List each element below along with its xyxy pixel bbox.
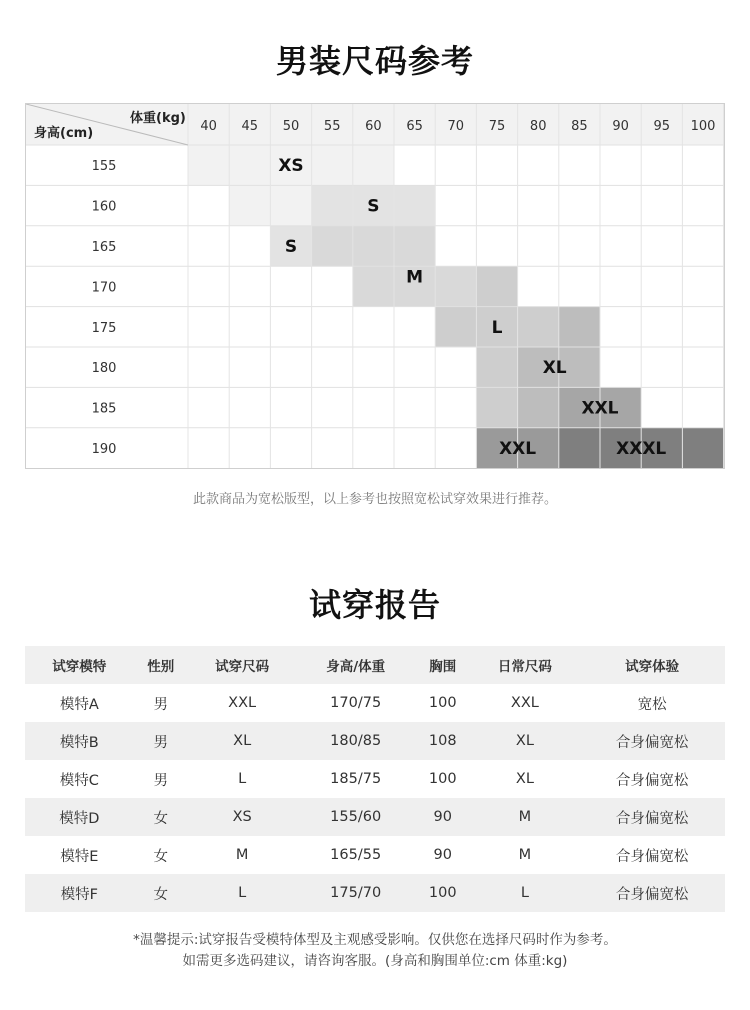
table-cell: L <box>188 760 297 798</box>
table-cell: 合身偏宽松 <box>579 874 725 912</box>
table-cell: 170/75 <box>296 684 415 722</box>
size-label: XS <box>278 156 304 177</box>
size-label: L <box>491 317 503 338</box>
size-label: XL <box>542 358 567 379</box>
table-row <box>25 836 725 874</box>
report-header-cell: 性别 <box>134 646 188 684</box>
table-cell: 模特A <box>25 684 134 722</box>
size-chart-title: 男装尺码参考 <box>275 42 474 80</box>
table-cell: XL <box>188 722 297 760</box>
weight-header: 85 <box>571 119 588 134</box>
corner-height-label: 身高(cm) <box>34 126 94 141</box>
table-cell: 合身偏宽松 <box>579 722 725 760</box>
table-cell: 165/55 <box>296 836 415 874</box>
table-cell: 女 <box>134 836 188 874</box>
table-cell: 100 <box>415 760 471 798</box>
table-row <box>25 798 725 836</box>
size-region-xl <box>518 387 559 427</box>
weight-header: 55 <box>323 119 341 134</box>
height-label: 160 <box>91 199 117 215</box>
table-cell: XL <box>471 722 580 760</box>
height-label: 190 <box>91 442 117 457</box>
report-title: 试穿报告 <box>308 586 441 624</box>
table-cell: 175/70 <box>296 874 415 912</box>
height-label: 180 <box>91 361 117 377</box>
height-label: 175 <box>91 320 117 336</box>
table-cell: 模特E <box>25 836 134 874</box>
size-label: M <box>406 267 424 288</box>
weight-header: 75 <box>488 119 506 134</box>
table-row <box>25 684 725 722</box>
table-cell: 模特D <box>25 798 134 836</box>
weight-header: 100 <box>690 119 716 134</box>
height-label: 165 <box>91 240 117 255</box>
size-chart-note: 此款商品为宽松版型，以上参考也按照宽松试穿效果进行推荐。 <box>192 492 557 507</box>
table-cell: 女 <box>134 798 188 836</box>
table-cell: 合身偏宽松 <box>579 760 725 798</box>
weight-header: 95 <box>653 119 671 134</box>
size-grid <box>25 103 725 469</box>
table-cell: 合身偏宽松 <box>579 836 725 874</box>
report-body <box>25 684 725 912</box>
report-note-line-1: *温馨提示:试穿报告受模特体型及主观感受影响。仅供您在选择尺码时作为参考。 <box>133 932 617 948</box>
table-cell: M <box>471 836 580 874</box>
size-label: XXL <box>581 398 619 419</box>
table-cell: 180/85 <box>296 722 415 760</box>
table-cell: 男 <box>134 684 188 722</box>
weight-header: 40 <box>200 119 217 134</box>
size-label: S <box>284 237 298 257</box>
report-header-row <box>25 646 725 684</box>
table-cell: 女 <box>134 874 188 912</box>
size-region-l <box>476 266 517 306</box>
table-cell: 模特F <box>25 874 134 912</box>
report-header-cell: 日常尺码 <box>471 646 580 684</box>
report-header-cell: 试穿尺码 <box>188 646 297 684</box>
table-cell: XL <box>471 760 580 798</box>
table-row <box>25 760 725 798</box>
table-cell: L <box>471 874 580 912</box>
table-cell: 合身偏宽松 <box>579 798 725 836</box>
table-cell: 108 <box>415 722 471 760</box>
table-cell: M <box>188 836 297 874</box>
table-cell: 185/75 <box>296 760 415 798</box>
table-cell: XXL <box>471 684 580 722</box>
table-cell: XXL <box>188 684 297 722</box>
report-header-cell: 试穿模特 <box>25 646 134 684</box>
table-cell: 模特C <box>25 760 134 798</box>
height-label: 185 <box>91 401 117 417</box>
report-note-line-2: 如需更多选码建议，请咨询客服。(身高和胸围单位:cm 体重:kg) <box>182 953 568 969</box>
report-header-cell: 胸围 <box>415 646 471 684</box>
trial-report-table <box>25 646 725 912</box>
report-note <box>0 930 750 972</box>
height-label: 155 <box>91 159 117 175</box>
report-header-cell: 身高/体重 <box>296 646 415 684</box>
size-label: XXL <box>499 439 537 459</box>
table-cell: 155/60 <box>296 798 415 836</box>
table-cell: 100 <box>415 684 471 722</box>
weight-header: 70 <box>447 119 465 134</box>
size-label: S <box>367 196 380 217</box>
table-cell: 100 <box>415 874 471 912</box>
table-cell: 男 <box>134 722 188 760</box>
size-region-l <box>476 387 517 427</box>
table-cell: 模特B <box>25 722 134 760</box>
weight-header: 45 <box>241 119 259 134</box>
table-cell: M <box>471 798 580 836</box>
table-cell: 男 <box>134 760 188 798</box>
corner-weight-label: 体重(kg) <box>130 111 186 126</box>
report-header-cell: 试穿体验 <box>579 646 725 684</box>
weight-header: 50 <box>282 119 300 134</box>
size-label: XXXL <box>616 439 667 459</box>
table-row <box>25 874 725 912</box>
table-cell: L <box>188 874 297 912</box>
size-region-l <box>476 347 517 387</box>
table-cell: 90 <box>415 836 471 874</box>
weight-header: 60 <box>365 119 382 134</box>
size-region-xl <box>559 307 600 347</box>
weight-header: 90 <box>612 119 629 134</box>
weight-header: 80 <box>529 119 547 134</box>
height-label: 170 <box>91 280 117 296</box>
table-cell: 90 <box>415 798 471 836</box>
weight-header: 65 <box>406 119 423 134</box>
table-cell: XS <box>188 798 297 836</box>
table-row <box>25 722 725 760</box>
size-grid-svg <box>26 104 724 468</box>
table-cell: 宽松 <box>579 684 725 722</box>
size-region-m <box>312 226 436 266</box>
